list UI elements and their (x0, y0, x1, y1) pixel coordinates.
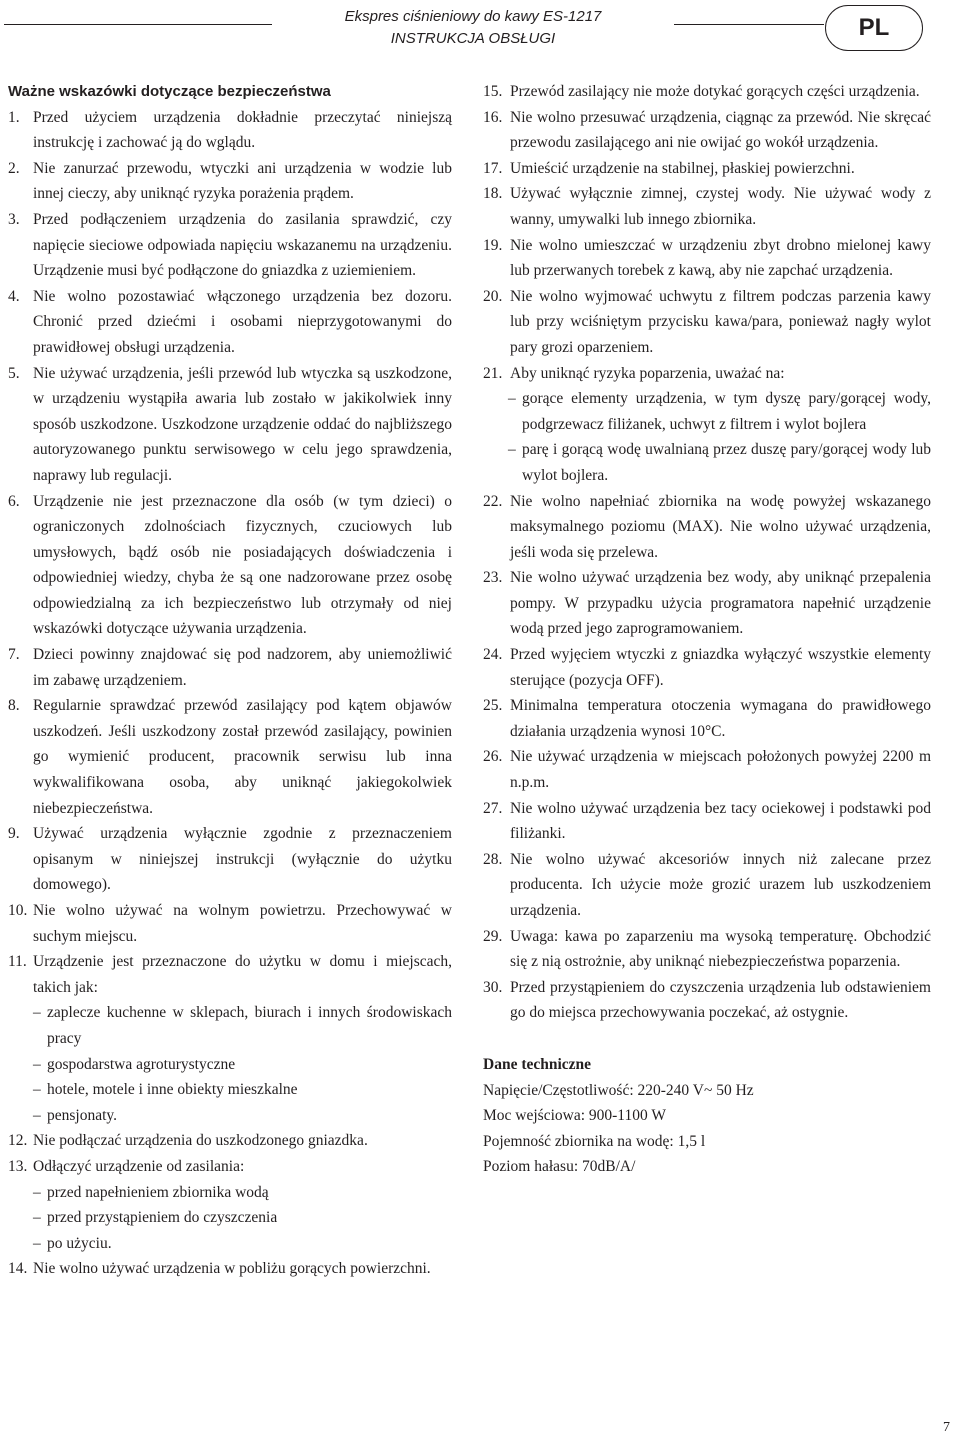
safety-item (483, 924, 931, 975)
sub-list-item (33, 1000, 452, 1051)
item-text: Nie wolno używać urządzenia bez wody, aby uniknąć przepalenia pompy. W przypadku użycia programatora napełnić urządzenie wodą przed jego zaprogramowaniem. (510, 569, 931, 638)
item-text: Uwaga: kawa po zaparzeniu ma wysoką temperaturę. Obchodzić się z nią ostrożnie, aby uniknąć niebezpieczeństwa poparzenia. (510, 927, 931, 971)
item-number: 23. (483, 569, 503, 587)
sub-list-item (33, 1052, 452, 1078)
safety-item (8, 693, 452, 821)
item-text: Przed użyciem urządzenia dokładnie przeczytać niniejszą instrukcję i zachować ją do wglądu. (33, 108, 452, 152)
sub-list-item (33, 1180, 452, 1206)
sub-list-text: zaplecze kuchenne w sklepach, biurach i innych środowiskach pracy (47, 1004, 452, 1047)
safety-item (483, 105, 931, 156)
item-number: 18. (483, 185, 503, 203)
sub-list-text: przed przystąpieniem do czyszczenia (47, 1209, 278, 1227)
sub-list-text: przed napełnieniem zbiornika wodą (47, 1183, 269, 1201)
dash-bullet: – (33, 1106, 41, 1124)
item-text: Przewód zasilający nie może dotykać gorących części urządzenia. (510, 83, 920, 100)
dash-bullet: – (33, 1081, 41, 1099)
item-number: 28. (483, 850, 503, 868)
item-text: Przed podłączeniem urządzenia do zasilania sprawdzić, czy napięcie sieciowe odpowiada napięciu wskazanemu na urządzeniu. Urządzenie musi być podłączone do gniazdka z uziemieniem. (33, 210, 452, 280)
safety-item (483, 693, 931, 744)
sub-list-item (33, 1103, 452, 1129)
item-number: 7. (8, 646, 20, 664)
dash-bullet: – (508, 390, 516, 408)
item-number: 9. (8, 825, 20, 843)
sub-list-item (508, 386, 931, 437)
item-text: Aby uniknąć ryzyka poparzenia, uważać na: (510, 364, 785, 382)
item-text: Nie wolno pozostawiać włączonego urządzenia bez dozoru. Chronić przed dziećmi i osobami nieprzygotowanymi do prawidłowej obsługi urządzenia. (33, 287, 452, 356)
sub-list-text: gospodarstwa agroturystyczne (47, 1055, 236, 1073)
item-number: 29. (483, 927, 503, 945)
technical-data (483, 1052, 931, 1180)
sub-list-item (33, 1077, 452, 1103)
header-rule-right (674, 24, 824, 25)
item-text: Dzieci powinny znajdować się pod nadzorem, aby uniemożliwić im zabawę urządzeniem. (33, 646, 452, 689)
item-text: Nie używać urządzenia, jeśli przewód lub wtyczka są uszkodzone, w urządzeniu wystąpiła awaria lub zostało w jakikolwiek inny sposób uszkodzone. Uszkodzone urządzenie oddać do najbliższego autoryzowanego punktu serwisowego w celu jego sprawdzenia, naprawy lub regulacji. (33, 364, 452, 484)
item-text: Minimalna temperatura otoczenia wymagana do prawidłowego działania urządzenia wynosi 10°C. (510, 697, 931, 740)
item-text: Nie wolno używać urządzenia bez tacy ociekowej i podstawki pod filiżanki. (510, 799, 931, 843)
safety-item (8, 361, 452, 489)
safety-item (8, 284, 452, 361)
item-number: 24. (483, 646, 503, 664)
sub-list-text: hotele, motele i inne obiekty mieszkalne (47, 1081, 298, 1099)
safety-item (483, 233, 931, 284)
item-number: 13. (8, 1157, 28, 1175)
technical-data-line: Moc wejściowa: 900-1100 W (483, 1107, 666, 1125)
item-number: 11. (8, 953, 27, 971)
dash-bullet: – (33, 1183, 41, 1201)
safety-item (483, 796, 931, 847)
item-text: Urządzenie jest przeznaczone do użytku w domu i miejscach, takich jak: (33, 953, 452, 996)
item-text: Nie wolno przesuwać urządzenia, ciągnąc za przewód. Nie skręcać przewodu zasilającego ani nie owijać go wokół urządzenia. (510, 108, 931, 152)
item-text: Nie podłączać urządzenia do uszkodzonego gniazdka. (33, 1132, 368, 1150)
safety-item (8, 898, 452, 949)
safety-item (483, 847, 931, 924)
item-number: 19. (483, 236, 503, 254)
item-number: 15. (483, 83, 503, 100)
item-number: 26. (483, 748, 503, 766)
safety-item (8, 489, 452, 643)
item-text: Nie wolno napełniać zbiornika na wodę powyżej wskazanego maksymalnego poziomu (MAX). Nie wolno używać urządzenia, jeśli woda się przelewa. (510, 492, 931, 561)
safety-item (483, 284, 931, 361)
item-number: 8. (8, 697, 20, 715)
product-name: Ekspres ciśnieniowy do kawy ES-1217 (344, 8, 602, 25)
safety-item (483, 565, 931, 642)
item-number: 10. (8, 902, 28, 919)
dash-bullet: – (33, 1209, 41, 1227)
item-text: Nie wolno używać urządzenia w pobliżu gorących powierzchni. (33, 1260, 431, 1278)
item-number: 16. (483, 108, 503, 126)
item-text: Przed wyjęciem wtyczki z gniazdka wyłączyć wszystkie elementy sterujące (pozycja OFF). (510, 646, 931, 689)
safety-item (8, 949, 452, 1128)
manual-title: INSTRUKCJA OBSŁUGI (390, 30, 556, 47)
dash-bullet: – (508, 441, 516, 459)
item-number: 6. (8, 492, 20, 510)
item-text: Nie używać urządzenia w miejscach położonych powyżej 2200 m n.p.m. (510, 748, 931, 792)
sub-list-item (33, 1231, 452, 1257)
item-text: Nie wolno wyjmować uchwytu z filtrem podczas parzenia kawy lub przy wciśniętym przycisku kawa/para, ponieważ nagły wylot pary grozi oparzeniem. (510, 287, 931, 356)
item-number: 2. (8, 159, 20, 177)
item-number: 27. (483, 799, 503, 817)
page-number: 7 (943, 1420, 950, 1435)
safety-item (483, 79, 931, 105)
safety-item (483, 744, 931, 795)
item-number: 22. (483, 492, 503, 510)
item-text: Regularnie sprawdzać przewód zasilający pod kątem objawów uszkodzeń. Jeśli uszkodzony został przewód zasilający, powinien go wymienić producent, pracownik serwisu lub inna wykwalifikowana osoba, aby uniknąć jakiegokolwiek niebezpieczeństwa. (33, 697, 452, 817)
dash-bullet: – (33, 1234, 41, 1252)
document-title (280, 6, 666, 50)
item-text: Odłączyć urządzenie od zasilania: (33, 1157, 245, 1175)
item-number: 3. (8, 210, 20, 228)
safety-item (8, 1128, 452, 1154)
item-text: Umieścić urządzenie na stabilnej, płaskiej powierzchni. (510, 159, 855, 177)
left-column (8, 79, 452, 1282)
safety-item (483, 361, 931, 489)
language-badge: PL (825, 5, 923, 51)
safety-heading: Ważne wskazówki dotyczące bezpieczeństwa (8, 83, 331, 100)
sub-list-text: po użyciu. (47, 1234, 112, 1252)
technical-data-heading: Dane techniczne (483, 1055, 592, 1073)
safety-item (483, 156, 931, 182)
sub-list-text: parę i gorącą wodę uwalnianą przez duszę pary/gorącej wody lub wylot bojlera. (522, 441, 931, 484)
safety-item (483, 642, 931, 693)
item-text: Urządzenie nie jest przeznaczone dla osób (w tym dzieci) o ograniczonych zdolnościach fizycznych, czuciowych lub umysłowych, bądź osób nie posiadających doświadczenia i odpowiedniej wiedzy, chyba że są one nadzorowane przez osobę odpowiedzialną za ich bezpieczeństwo lub otrzymały od niej wskazówki dotyczące używania urządzenia. (33, 492, 452, 638)
technical-data-line: Pojemność zbiornika na wodę: 1,5 l (483, 1132, 706, 1150)
item-number: 14. (8, 1260, 28, 1278)
item-number: 25. (483, 697, 503, 715)
item-number: 4. (8, 287, 20, 305)
item-text: Przed przystąpieniem do czyszczenia urządzenia lub odstawieniem go do miejsca przechowywania poczekać, aż ostygnie. (510, 978, 931, 1022)
sub-list-item (508, 437, 931, 488)
safety-item (8, 642, 452, 693)
item-text: Nie wolno używać akcesoriów innych niż zalecane przez producenta. Ich użycie może grozić urazem lub uszkodzeniem urządzenia. (510, 850, 931, 919)
safety-item (8, 1256, 452, 1282)
safety-item (483, 181, 931, 232)
technical-data-line: Poziom hałasu: 70dB/A/ (483, 1158, 636, 1176)
sub-list-item (33, 1205, 452, 1231)
item-text: Nie wolno umieszczać w urządzeniu zbyt drobno mielonej kawy lub przerwanych torebek z kawą, aby nie zapchać urządzenia. (510, 236, 931, 280)
right-column (483, 79, 931, 1180)
item-number: 12. (8, 1132, 28, 1150)
safety-item (8, 156, 452, 207)
safety-item (8, 207, 452, 284)
technical-data-line: Napięcie/Częstotliwość: 220-240 V~ 50 Hz (483, 1081, 754, 1099)
dash-bullet: – (33, 1004, 41, 1022)
item-number: 30. (483, 978, 503, 996)
item-text: Nie zanurzać przewodu, wtyczki ani urządzenia w wodzie lub innej cieczy, aby uniknąć ryzyka porażenia prądem. (33, 159, 452, 203)
safety-item (483, 489, 931, 566)
item-number: 17. (483, 159, 503, 177)
safety-item (8, 105, 452, 156)
item-text: Nie wolno używać na wolnym powietrzu. Przechowywać w suchym miejscu. (33, 902, 452, 945)
item-number: 5. (8, 364, 20, 382)
item-number: 20. (483, 287, 503, 305)
dash-bullet: – (33, 1055, 41, 1073)
sub-list-text: gorące elementy urządzenia, w tym dyszę pary/gorącej wody, podgrzewacz filiżanek, uchwyt z filtrem i wylot bojlera (522, 390, 931, 433)
safety-item (8, 1154, 452, 1256)
item-text: Używać wyłącznie zimnej, czystej wody. Nie używać wody z wanny, umywalki lub innego zbiornika. (510, 185, 931, 228)
item-number: 1. (8, 108, 20, 126)
header-rule-left (4, 24, 272, 25)
item-text: Używać urządzenia wyłącznie zgodnie z przeznaczeniem opisanym w niniejszej instrukcji (wyłącznie do użytku domowego). (33, 825, 452, 894)
sub-list-text: pensjonaty. (47, 1106, 118, 1124)
safety-item (483, 975, 931, 1026)
safety-item (8, 821, 452, 898)
item-number: 21. (483, 364, 503, 382)
